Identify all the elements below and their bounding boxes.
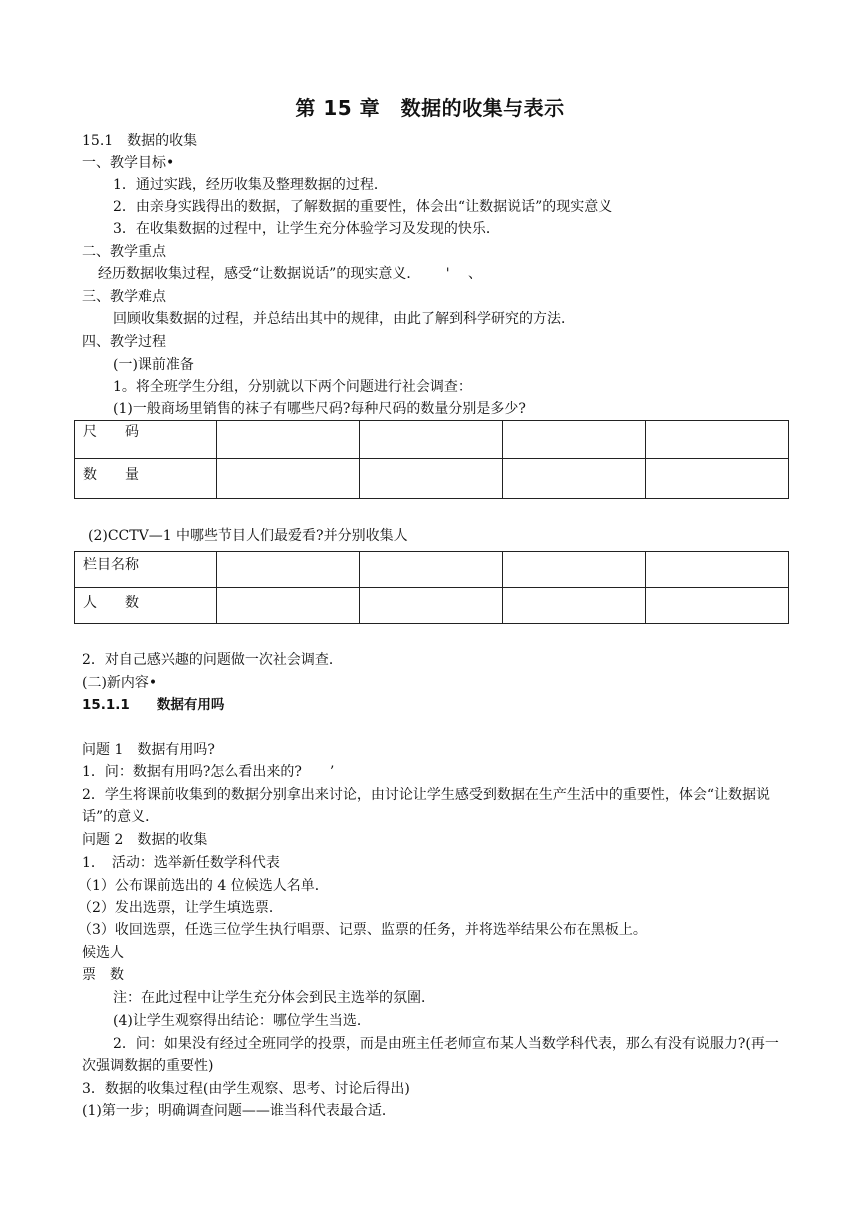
process-step: (1)第一步；明确调查问题——谁当科代表最合适． — [82, 1103, 396, 1119]
key-text: 经历数据收集过程，感受“让数据说话”的现实意义． ' 、 — [98, 266, 483, 282]
difficulty-text: 回顾收集数据的过程，并总结出其中的规律，由此了解到科学研究的方法． — [113, 311, 575, 327]
table-cell — [360, 552, 503, 588]
table-cell — [360, 421, 503, 459]
problem-item: 2．问：如果没有经过全班同学的投票，而是由班主任老师宣布某人当数学科代表，那么有没有说服力?(再一次强调数据的重要性) — [82, 1036, 779, 1074]
survey-question: (2)CCTV—1 中哪些节目人们最爱看?并分别收集人 — [88, 528, 408, 544]
observation-text: (4)让学生观察得出结论：哪位学生当选． — [113, 1013, 371, 1029]
note-text: 注：在此过程中让学生充分体会到民主选举的氛圍． — [113, 990, 435, 1006]
activity-step: （1）公布课前选出的 4 位候选人名单． — [78, 878, 329, 894]
key-heading: 二、教学重点 — [82, 244, 166, 260]
problem-item: 1．问：数据有用吗?怎么看出来的? ’ — [82, 764, 335, 780]
table-header-cell: 尺 码 — [75, 421, 217, 459]
table-cell — [360, 459, 503, 499]
goals-heading: 一、教学目标• — [82, 155, 175, 171]
chapter-title: 第 15 章 数据的收集与表示 — [295, 96, 565, 120]
sock-size-table — [74, 420, 789, 499]
table-cell — [646, 552, 789, 588]
table-cell — [503, 421, 646, 459]
candidates-label: 候选人 — [82, 945, 124, 961]
table-cell — [503, 588, 646, 624]
section-heading: 15.1 数据的收集 — [82, 133, 198, 149]
difficulty-heading: 三、教学难点 — [82, 289, 166, 305]
prep-heading: (一)课前准备 — [113, 357, 194, 373]
table-header-cell: 栏目名称 — [75, 552, 217, 588]
goal-item: 2．由亲身实践得出的数据，了解数据的重要性，体会出“让数据说话”的现实意义 — [113, 199, 613, 215]
new-content-heading: (二)新内容• — [82, 675, 158, 691]
goal-item: 3．在收集数据的过程中，让学生充分体验学习及发现的快乐． — [113, 221, 500, 237]
votes-label: 票 数 — [82, 967, 124, 983]
table-cell — [503, 552, 646, 588]
problem-item: 3．数据的收集过程(由学生观察、思考、讨论后得出) — [82, 1081, 410, 1097]
table-cell — [360, 588, 503, 624]
table-cell — [217, 421, 360, 459]
table-cell — [646, 588, 789, 624]
table-cell — [217, 588, 360, 624]
table-cell — [646, 421, 789, 459]
activity-step: （3）收回选票，任选三位学生执行唱票、记票、监票的任务，并将选举结果公布在黑板上。 — [78, 922, 647, 938]
table-cell — [217, 552, 360, 588]
problem-item: 1． 活动：选举新任数学科代表 — [82, 855, 280, 871]
table-header-cell: 数 量 — [75, 459, 217, 499]
survey-question: (1)一般商场里销售的袜子有哪些尺码?每种尺码的数量分别是多少? — [113, 401, 526, 417]
prep-item: 2．对自己感兴趣的问题做一次社会调查． — [82, 652, 343, 668]
prep-item: 1。将全班学生分组，分别就以下两个问题进行社会调查： — [113, 379, 472, 395]
table-header-cell: 人 数 — [75, 588, 217, 624]
table-cell — [217, 459, 360, 499]
activity-step: （2）发出选票，让学生填选票． — [78, 900, 283, 916]
process-heading: 四、教学过程 — [82, 334, 166, 350]
goal-item: 1．通过实践，经历收集及整理数据的过程． — [113, 177, 388, 193]
problem-heading: 问题 1 数据有用吗? — [82, 742, 215, 758]
tv-program-table — [74, 551, 789, 624]
subsection-heading: 15.1.1 数据有用吗 — [82, 697, 225, 713]
problem-item: 2．学生将课前收集到的数据分别拿出来讨论，由讨论让学生感受到数据在生产生活中的重要性，体会“让数据说话”的意义． — [82, 787, 771, 825]
table-cell — [503, 459, 646, 499]
table-cell — [646, 459, 789, 499]
problem-heading: 问题 2 数据的收集 — [82, 832, 208, 848]
